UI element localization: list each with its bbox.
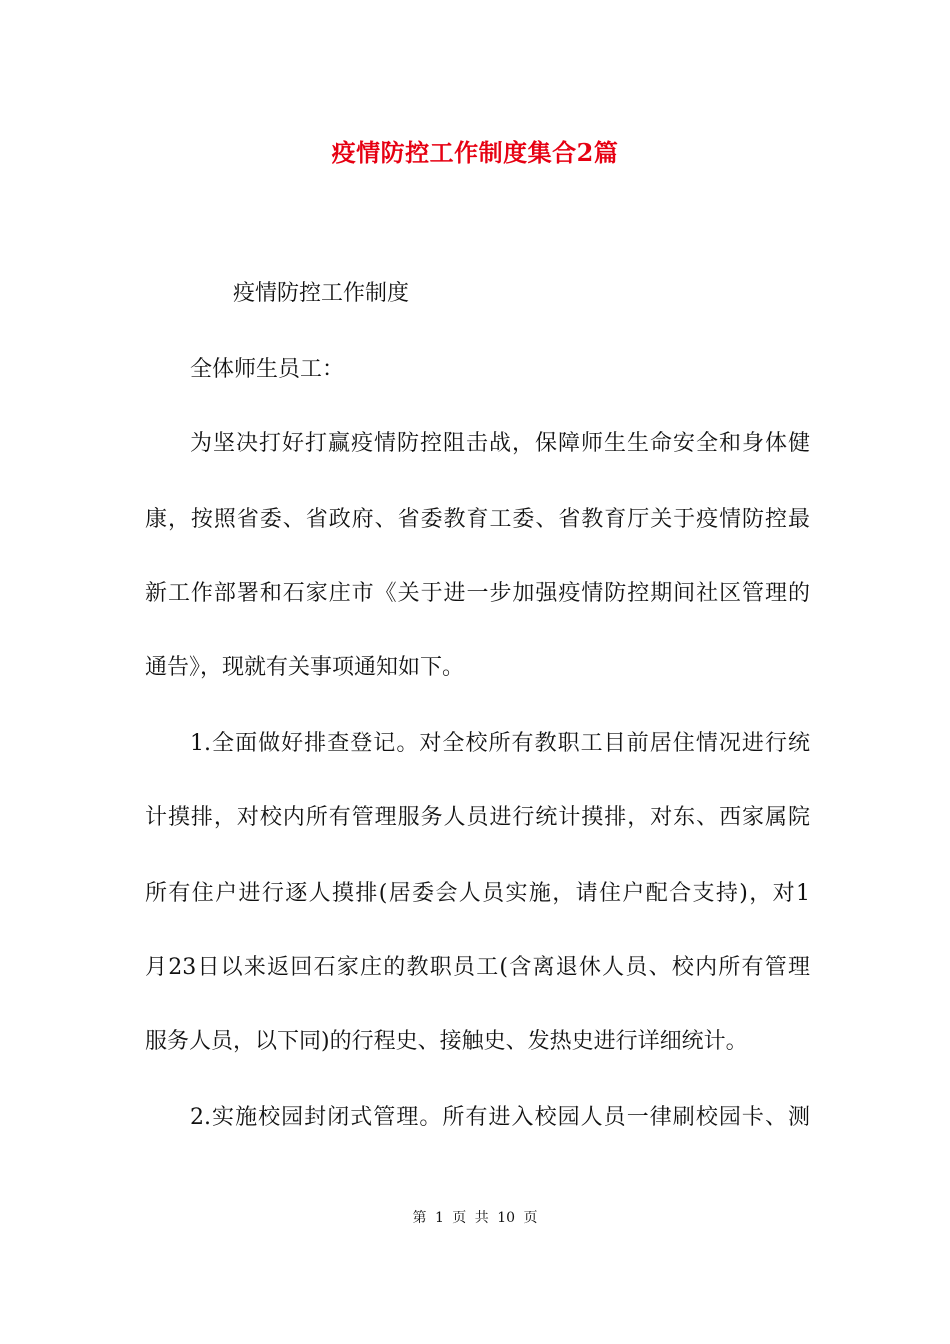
paragraph-line: 通告》，现就有关事项通知如下。: [145, 655, 465, 680]
paragraph-line: 1.全面做好排查登记。对全校所有教职工目前居住情况进行统: [190, 731, 810, 756]
paragraph-line: 2.实施校园封闭式管理。所有进入校园人员一律刷校园卡、测: [190, 1105, 810, 1130]
paragraph-line: 计摸排，对校内所有管理服务人员进行统计摸排，对东、西家属院: [145, 805, 810, 830]
salutation: 全体师生员工：: [190, 357, 345, 382]
paragraph-line: 新工作部署和石家庄市《关于进一步加强疫情防控期间社区管理的: [145, 581, 810, 606]
section-subtitle: 疫情防控工作制度: [233, 281, 410, 306]
paragraph-line: 月23日以来返回石家庄的教职员工(含离退休人员、校内所有管理: [145, 955, 810, 980]
paragraph-line: 康，按照省委、省政府、省委教育工委、省教育厅关于疫情防控最: [145, 507, 810, 532]
page-number-footer: 第 1 页 共 10 页: [412, 1210, 538, 1226]
document-title: 疫情防控工作制度集合2篇: [331, 138, 619, 167]
paragraph-line: 所有住户进行逐人摸排(居委会人员实施，请住户配合支持)，对1: [145, 881, 810, 906]
paragraph-line: 为坚决打好打赢疫情防控阻击战，保障师生生命安全和身体健: [190, 431, 810, 456]
paragraph-line: 服务人员，以下同)的行程史、接触史、发热史进行详细统计。: [145, 1029, 748, 1054]
